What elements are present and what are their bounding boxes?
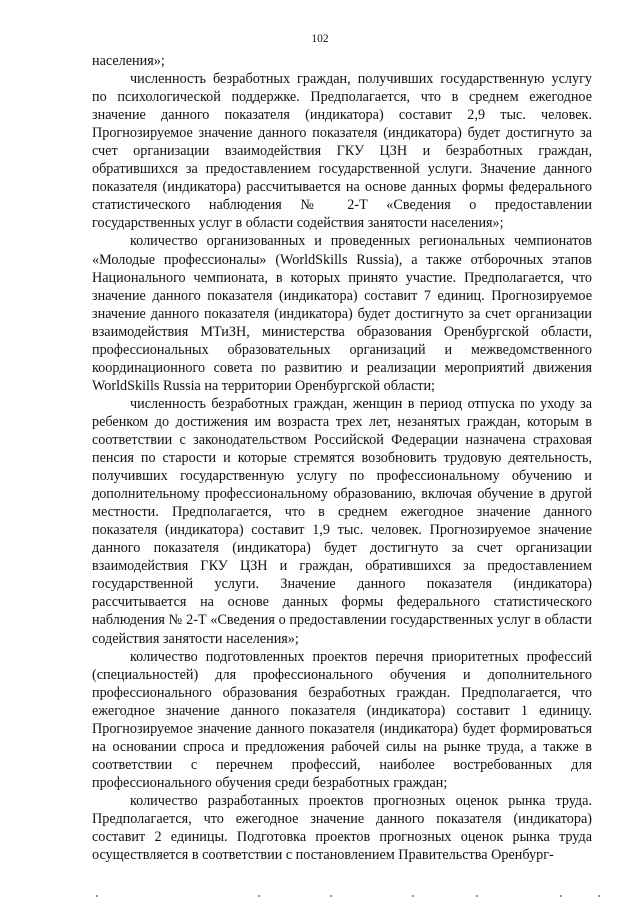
paragraph-professional-training: численность безработных граждан, женщин в период отпуска по уходу за ребенком до достижения им возраста трех лет, незанятых граждан, которым в соответствии с законодательством Российской Федерации назначена страховая пенсия по старости и которые стремятся возобновить трудовую деятельность, получивших государственную услугу по профессиональному обучению и дополнительному профессиональному образованию, включая обучение в другой местности. Предполагается, что в среднем ежегодное значение данного показателя (индикатора) составит 1,9 тыс. человек. Прогнозируемое значение данного показателя (индикатора) будет достигнуто за счет организации взаимодействия ГКУ ЦЗН и граждан, обратившихся за предоставлением государственной услуги. Значение данного показателя (индикатора) рассчитывается на основе данных формы федерального статистического наблюдения № 2-Т «Сведения о предоставлении государственных услуг в области содействия занятости населения»; <box>92 395 592 647</box>
paragraph-worldskills-championships: количество организованных и проведенных региональных чемпионатов «Молодые профессионалы» (WorldSkills Russia), а также отборочных этапов Национального чемпионата, в которых принято участие. Предполагается, что значение данного показателя (индикатора) составит 7 единиц. Прогнозируемое значение данного показателя (индикатора) будет достигнуто за счет организации взаимодействия МТиЗН, министерства образования Оренбургской области, профессиональных образовательных организаций и межведомственного координационного совета по развитию и реализации мероприятий движения WorldSkills Russia на территории Оренбургской области; <box>92 233 592 394</box>
paragraph-priority-professions: количество подготовленных проектов перечня приоритетных профессий (специальностей) для профессионального обучения и дополнительного профессионального образования безработных граждан. Предполагается, что ежегодное значение данного показателя (индикатора) составит 1 единицу. Прогнозируемое значение данного показателя (индикатора) будет формироваться на основании спроса и предложения рабочей силы на рынке труда, а также в соответствии с перечнем профессий, наиболее востребованных для профессионального обучения среди безработных граждан; <box>92 648 592 791</box>
paragraph-labor-market-forecasts: количество разработанных проектов прогнозных оценок рынка труда. Предполагается, что ежегодное значение данного показателя (индикатора) составит 2 единицы. Подготовка проектов прогнозных оценок рынка труда осуществляется в соответствии с постановлением Правительства Оренбург- <box>92 792 592 864</box>
scan-artifact-dots <box>0 895 640 899</box>
paragraph-continuation: населения»; <box>92 53 165 69</box>
paragraph-psychological-support: численность безработных граждан, получивших государственную услугу по психологической поддержке. Предполагается, что в среднем ежегодное значение данного показателя (индикатора) составит 2,9 тыс. человек. Прогнозируемое значение данного показателя (индикатора) будет достигнуто за счет организации взаимодействия ГКУ ЦЗН и безработных граждан, обратившихся за предоставлением государственной услуги. Значение данного показателя (индикатора) рассчитывается на основе данных формы федерального статистического наблюдения № 2-Т «Сведения о предоставлении государственных услуг в области содействия занятости населения»; <box>92 71 592 232</box>
page-number: 102 <box>311 33 329 45</box>
body-text <box>92 52 592 864</box>
